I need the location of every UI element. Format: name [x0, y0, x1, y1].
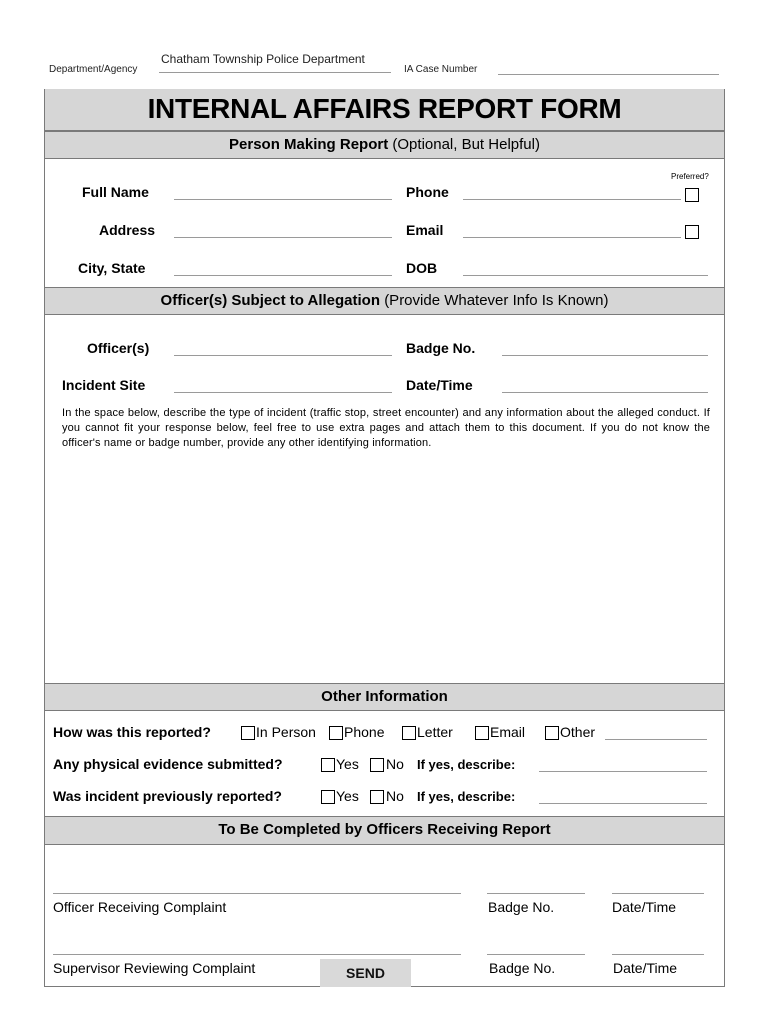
city-state-label: City, State — [78, 260, 146, 276]
evidence-no-checkbox[interactable] — [370, 758, 384, 772]
supervisor-date-field[interactable] — [612, 954, 704, 955]
date-time-field[interactable] — [502, 392, 708, 393]
letter-label: Letter — [417, 724, 453, 740]
send-button[interactable]: SEND — [320, 959, 411, 987]
officer-section-header — [45, 287, 724, 315]
email-preferred-checkbox[interactable] — [685, 225, 699, 239]
person-section-header — [45, 131, 724, 159]
officer-date-field[interactable] — [612, 893, 704, 894]
phone-option-label: Phone — [344, 724, 385, 740]
date-time-label: Date/Time — [406, 377, 473, 393]
badge-no-field[interactable] — [502, 355, 708, 356]
dob-field[interactable] — [463, 275, 708, 276]
officer-date-label: Date/Time — [612, 899, 677, 915]
other-field[interactable] — [605, 739, 707, 740]
form-title-band — [45, 89, 724, 131]
receiving-heading: To Be Completed by Officers Receiving Report — [218, 821, 551, 838]
other-section-header — [45, 683, 724, 711]
phone-field[interactable] — [463, 199, 681, 200]
receiving-section-header — [45, 816, 724, 845]
officer-heading-note: (Provide Whatever Info Is Known) — [384, 292, 609, 309]
previous-no-label: No — [386, 788, 404, 804]
incident-description-area[interactable] — [60, 456, 710, 678]
supervisor-badge-field[interactable] — [487, 954, 585, 955]
previous-yes-checkbox[interactable] — [321, 790, 335, 804]
preferred-label: Preferred? — [671, 172, 709, 181]
badge-no-label: Badge No. — [406, 340, 476, 356]
case-number-label: IA Case Number — [404, 64, 478, 75]
city-state-field[interactable] — [174, 275, 392, 276]
previous-no-checkbox[interactable] — [370, 790, 384, 804]
dob-label: DOB — [406, 260, 438, 276]
supervisor-date-label: Date/Time — [613, 960, 678, 976]
in-person-label: In Person — [256, 724, 316, 740]
previous-yes-label: Yes — [336, 788, 359, 804]
officer-badge-label: Badge No. — [488, 899, 555, 915]
officer-receiving-label: Officer Receiving Complaint — [53, 899, 227, 915]
phone-checkbox[interactable] — [329, 726, 343, 740]
evidence-yes-checkbox[interactable] — [321, 758, 335, 772]
email-field[interactable] — [463, 237, 681, 238]
incident-instructions: In the space below, describe the type of incident (traffic stop, street encounter) and any information about the alleged conduct. If you cannot fit your response below, feel free to use extra pages and attach them to this document. If you do not know the officer's name or badge number, provide any other identifying information. — [62, 407, 710, 449]
email-checkbox[interactable] — [475, 726, 489, 740]
other-checkbox[interactable] — [545, 726, 559, 740]
officers-label: Officer(s) — [87, 340, 150, 356]
department-value[interactable]: Chatham Township Police Department — [161, 52, 365, 66]
reported-question: How was this reported? — [53, 724, 211, 740]
evidence-describe-label: If yes, describe: — [417, 757, 516, 772]
evidence-question: Any physical evidence submitted? — [53, 756, 283, 772]
email-label: Email — [406, 222, 444, 238]
phone-preferred-checkbox[interactable] — [685, 188, 699, 202]
supervisor-signature[interactable] — [53, 954, 461, 955]
full-name-label: Full Name — [82, 184, 149, 200]
address-field[interactable] — [174, 237, 392, 238]
incident-site-label: Incident Site — [62, 377, 146, 393]
previous-question: Was incident previously reported? — [53, 788, 282, 804]
email-option-label: Email — [490, 724, 526, 740]
letter-checkbox[interactable] — [402, 726, 416, 740]
officers-field[interactable] — [174, 355, 392, 356]
supervisor-badge-label: Badge No. — [489, 960, 556, 976]
form-title: INTERNAL AFFAIRS REPORT FORM — [147, 93, 622, 124]
phone-label: Phone — [406, 184, 449, 200]
person-heading-note: (Optional, But Helpful) — [392, 136, 540, 153]
previous-describe-label: If yes, describe: — [417, 789, 516, 804]
supervisor-reviewing-label: Supervisor Reviewing Complaint — [53, 960, 256, 976]
in-person-checkbox[interactable] — [241, 726, 255, 740]
full-name-field[interactable] — [174, 199, 392, 200]
evidence-describe-field[interactable] — [539, 771, 707, 772]
person-heading: Person Making Report — [229, 136, 389, 153]
other-label: Other — [560, 724, 596, 740]
previous-describe-field[interactable] — [539, 803, 707, 804]
officer-receiving-signature[interactable] — [53, 893, 461, 894]
evidence-yes-label: Yes — [336, 756, 359, 772]
department-label: Department/Agency — [49, 64, 138, 75]
address-label: Address — [99, 222, 156, 238]
other-heading: Other Information — [321, 688, 448, 705]
officer-heading: Officer(s) Subject to Allegation — [160, 292, 381, 309]
incident-site-field[interactable] — [174, 392, 392, 393]
officer-badge-field[interactable] — [487, 893, 585, 894]
case-number-field[interactable] — [498, 74, 719, 75]
evidence-no-label: No — [386, 756, 404, 772]
department-line — [159, 72, 391, 73]
